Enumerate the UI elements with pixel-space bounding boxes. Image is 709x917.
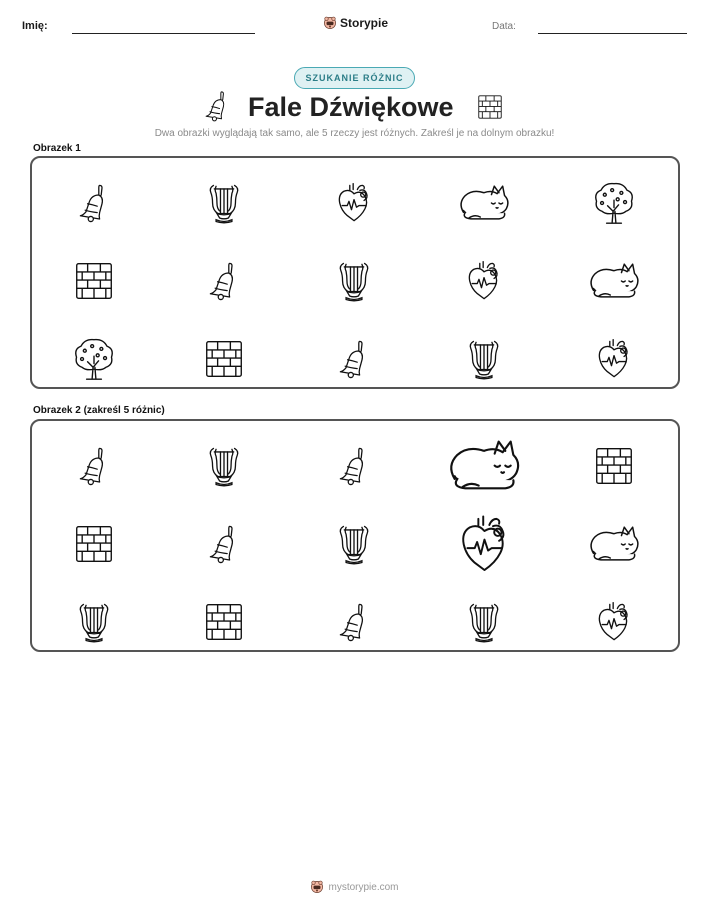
sleeping-cat-icon	[444, 425, 524, 506]
brick-wall-icon	[477, 94, 503, 120]
bell-icon	[334, 446, 374, 486]
picture-cell[interactable]	[54, 585, 134, 659]
picture-cell	[444, 166, 524, 240]
picture-cell[interactable]	[314, 507, 394, 581]
date-label: Data:	[492, 21, 516, 32]
picture-cell[interactable]	[54, 507, 134, 581]
picture-cell[interactable]	[574, 429, 654, 503]
lyre-icon	[462, 337, 506, 381]
bell-icon	[204, 524, 244, 564]
worksheet-type-badge: SZUKANIE RÓŻNIC	[294, 67, 415, 89]
heart-icon	[333, 182, 375, 224]
footer-url: mystorypie.com	[328, 881, 399, 893]
lyre-icon	[332, 522, 376, 566]
heart-icon	[593, 338, 635, 380]
brick-wall-icon	[74, 524, 114, 564]
brand-name: Storypie	[340, 16, 389, 30]
picture-2-panel[interactable]	[30, 419, 680, 652]
name-field-line[interactable]	[72, 33, 255, 34]
heart-icon	[454, 514, 515, 575]
bell-icon	[204, 261, 244, 301]
picture-cell[interactable]	[314, 429, 394, 503]
picture-cell	[574, 244, 654, 318]
picture-cell	[444, 322, 524, 396]
picture-cell	[574, 322, 654, 396]
picture-cell[interactable]	[184, 429, 264, 503]
storypie-mascot-icon	[323, 16, 337, 30]
picture-cell	[54, 322, 134, 396]
instructions: Dwa obrazki wyglądają tak samo, ale 5 rzeczy jest różnych. Zakreśl je na dolnym obrazku!	[154, 128, 555, 139]
picture-1-panel	[30, 156, 680, 389]
bell-icon	[334, 339, 374, 379]
picture-1-label: Obrazek 1	[33, 143, 81, 154]
picture-cell[interactable]	[574, 507, 654, 581]
picture-cell	[184, 244, 264, 318]
picture-cell[interactable]	[574, 585, 654, 659]
bell-icon	[74, 183, 114, 223]
picture-cell	[574, 166, 654, 240]
lyre-icon	[202, 181, 246, 225]
picture-cell[interactable]	[184, 507, 264, 581]
picture-2-label: Obrazek 2 (zakreśl 5 różnic)	[33, 405, 165, 416]
picture-cell	[184, 322, 264, 396]
heart-icon	[463, 260, 505, 302]
worksheet-header	[22, 16, 687, 38]
footer	[0, 880, 709, 894]
tree-icon	[591, 180, 637, 226]
picture-cell[interactable]	[444, 429, 524, 503]
bell-icon	[334, 602, 374, 642]
bell-icon	[74, 446, 114, 486]
title-row	[0, 90, 709, 130]
page-title: Fale Dźwiękowe	[248, 92, 454, 122]
sleeping-cat-icon	[586, 253, 642, 309]
picture-cell[interactable]	[184, 585, 264, 659]
name-label: Imię:	[22, 20, 48, 32]
lyre-icon	[332, 259, 376, 303]
lyre-icon	[72, 600, 116, 644]
storypie-mascot-icon	[310, 880, 324, 894]
picture-cell[interactable]	[314, 585, 394, 659]
date-field-line[interactable]	[538, 33, 687, 34]
picture-cell[interactable]	[444, 585, 524, 659]
picture-cell	[184, 166, 264, 240]
picture-cell	[314, 244, 394, 318]
picture-cell[interactable]	[54, 429, 134, 503]
sleeping-cat-icon	[456, 175, 512, 231]
brick-wall-icon	[594, 446, 634, 486]
picture-cell	[54, 166, 134, 240]
sleeping-cat-icon	[586, 516, 642, 572]
heart-icon	[593, 601, 635, 643]
lyre-icon	[462, 600, 506, 644]
picture-cell[interactable]	[444, 507, 524, 581]
brick-wall-icon	[74, 261, 114, 301]
picture-cell	[314, 166, 394, 240]
bell-icon	[204, 90, 230, 122]
lyre-icon	[202, 444, 246, 488]
picture-cell	[314, 322, 394, 396]
brand-logo	[323, 16, 388, 30]
brick-wall-icon	[204, 339, 244, 379]
brick-wall-icon	[204, 602, 244, 642]
picture-cell	[54, 244, 134, 318]
tree-icon	[71, 336, 117, 382]
picture-cell	[444, 244, 524, 318]
